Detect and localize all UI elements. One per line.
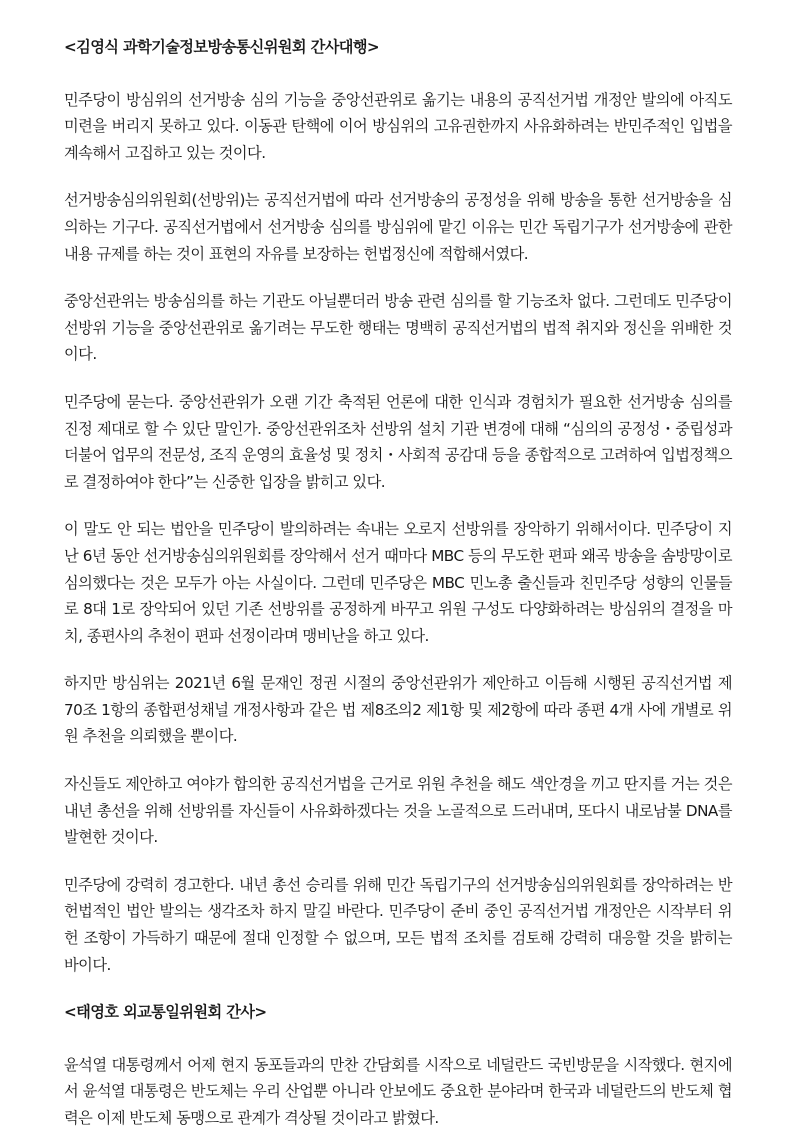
paragraph: 민주당에 묻는다. 중앙선관위가 오랜 기간 축적된 언론에 대한 인식과 경험치가 필요한 선거방송 심의를 진정 제대로 할 수 있단 말인가. 중앙선관위조차 선방위 설치 기관 변경에 대해 “심의의 공정성・중립성과 더불어 업무의 전문성, 조직 운영의 효율성 및 정치・사회적 공감대 등을 종합적으로 고려하여 입법정책으로 결정하여야 한다”는 신중한 입장을 밝히고 있다. — [64, 392, 732, 491]
paragraph: 민주당에 강력히 경고한다. 내년 총선 승리를 위해 민간 독립기구의 선거방송심의위원회를 장악하려는 반헌법적인 법안 발의는 생각조차 하지 말길 바란다. 민주당이 준비 중인 공직선거법 개정안은 시작부터 위헌 조항이 가득하기 때문에 절대 인정할 수 없으며, 모든 법적 조치를 검토해 강력히 대응할 것을 밝히는 바이다. — [64, 875, 732, 974]
section-kim-youngsik — [64, 34, 732, 978]
section-heading: <김영식 과학기술정보방송통신위원회 간사대행> — [64, 38, 380, 56]
section-heading: <태영호 외교통일위원회 간사> — [64, 1003, 267, 1022]
paragraph: 윤석열 대통령께서 어제 현지 동포들과의 만찬 간담회를 시작으로 네덜란드 국빈방문을 시작했다. 현지에서 윤석열 대통령은 반도체는 우리 산업뿐 아니라 안보에도 중요한 분야라며 한국과 네덜란드의 반도체 협력은 이제 반도체 동맹으로 관계가 격상될 것이라고 밝혔다. — [64, 1055, 732, 1127]
document-page — [64, 34, 732, 1132]
paragraph: 중앙선관위는 방송심의를 하는 기관도 아닐뿐더러 방송 관련 심의를 할 기능조차 없다. 그런데도 민주당이 선방위 기능을 중앙선관위로 옮기려는 무도한 행태는 명백히 공직선거법의 법적 취지와 정신을 위배한 것이다. — [64, 292, 732, 364]
paragraph: 민주당이 방심위의 선거방송 심의 기능을 중앙선관위로 옮기는 내용의 공직선거법 개정안 발의에 아직도 미련을 버리지 못하고 있다. 이동관 탄핵에 이어 방심위의 고유권한까지 사유화하려는 반민주적인 입법을 계속해서 고집하고 있는 것이다. — [64, 90, 732, 162]
paragraph: 이 말도 안 되는 법안을 민주당이 발의하려는 속내는 오로지 선방위를 장악하기 위해서이다. 민주당이 지난 6년 동안 선거방송심의위원회를 장악해서 선거 때마다 MBC 등의 무도한 편파 왜곡 방송을 솜방망이로 심의했다는 것은 모두가 아는 사실이다. 그런데 민주당은 MBC 민노총 출신들과 친민주당 성향의 인물들로 8대 1로 장악되어 있던 기존 선방위를 공정하게 바꾸고 위원 구성도 다양화하려는 방심위의 결정을 마치, 종편사의 추천이 편파 선정이라며 맹비난을 하고 있다. — [64, 520, 732, 645]
paragraph: 하지만 방심위는 2021년 6월 문재인 정권 시절의 중앙선관위가 제안하고 이듬해 시행된 공직선거법 제70조 1항의 종합편성채널 개정사항과 같은 법 제8조의2 제1항 및 제2항에 따라 종편 4개 사에 개별로 위원 추천을 의뢰했을 뿐이다. — [64, 674, 732, 746]
paragraph: 선거방송심의위원회(선방위)는 공직선거법에 따라 선거방송의 공정성을 위해 방송을 통한 선거방송을 심의하는 기구다. 공직선거법에서 선거방송 심의를 방심위에 맡긴 이유는 민간 독립기구가 선거방송에 관한 내용 규제를 하는 것이 표현의 자유를 보장하는 헌법정신에 적합해서였다. — [64, 191, 732, 263]
section-tae-youngho — [64, 999, 732, 1131]
paragraph: 자신들도 제안하고 여야가 합의한 공직선거법을 근거로 위원 추천을 해도 색안경을 끼고 딴지를 거는 것은 내년 총선을 위해 선방위를 자신들이 사유화하겠다는 것을 노골적으로 드러내며, 또다시 내로남불 DNA를 발현한 것이다. — [64, 775, 732, 847]
